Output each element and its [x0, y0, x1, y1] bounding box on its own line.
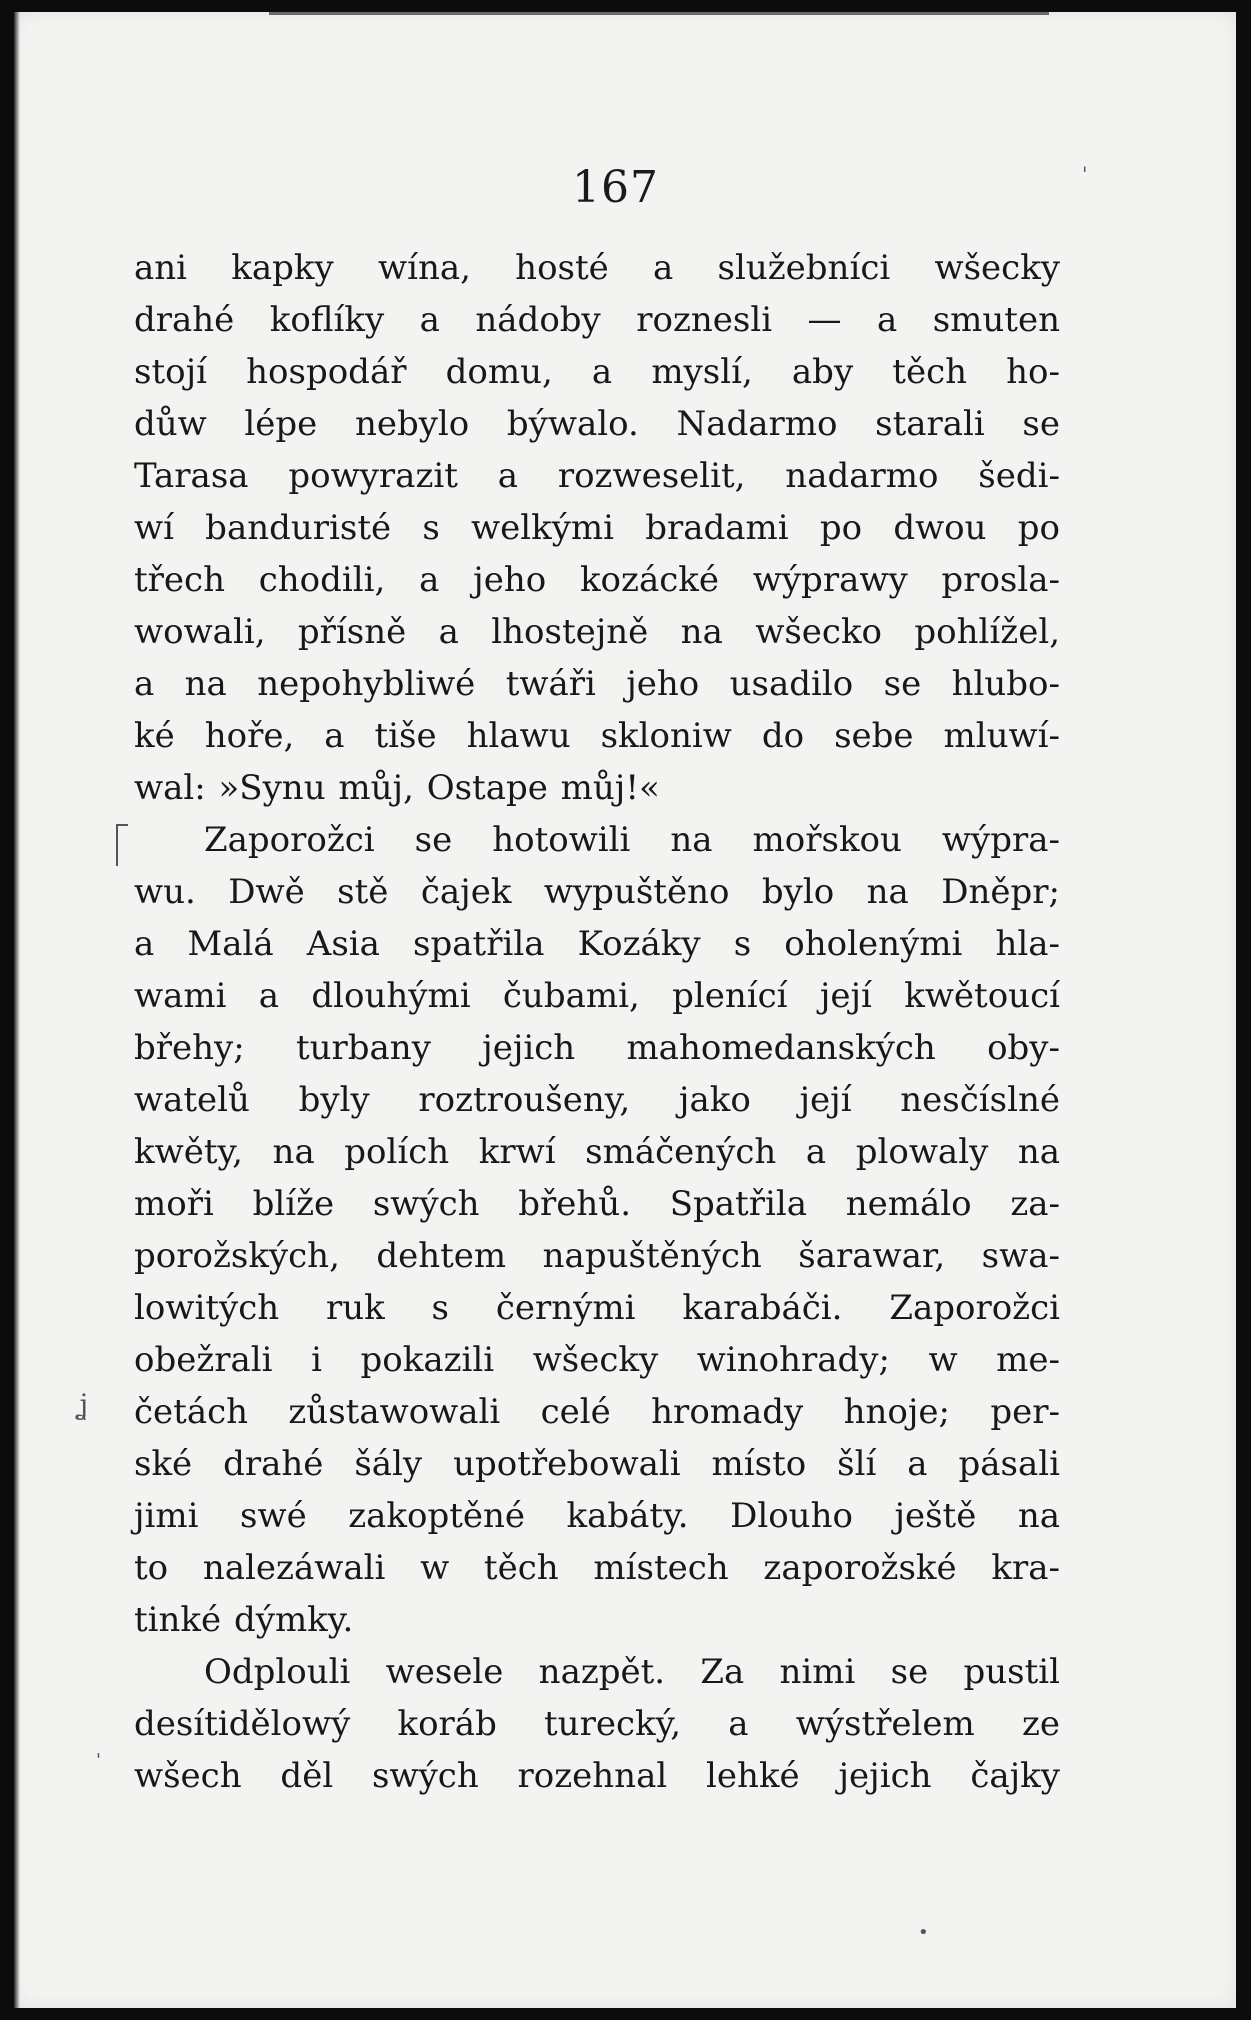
text-line: ké hoře, a tiše hlawu skloniw do sebe mluwí- — [134, 716, 1060, 756]
text-line: wal: »Synu můj, Ostape můj!« — [134, 768, 660, 808]
text-line: jimi swé zakoptěné kabáty. Dlouho ještě na — [134, 1496, 1060, 1536]
text-line: wu. Dwě stě čajek wypuštěno bylo na Dněpr; — [134, 872, 1060, 912]
text-line: ani kapky wína, hosté a služebníci wšecky — [134, 248, 1060, 288]
speck-mark: • — [918, 1922, 929, 1943]
page-number: 167 — [572, 162, 659, 213]
text-line: obežrali i pokazili wšecky winohrady; w me- — [134, 1340, 1060, 1380]
book-page — [14, 12, 1236, 2008]
text-line: třech chodili, a jeho kozácké wýprawy prosla- — [134, 560, 1060, 600]
top-edge-rule — [269, 12, 1049, 15]
text-line: tinké dýmky. — [134, 1600, 354, 1640]
text-line: stojí hospodář domu, a myslí, aby těch ho- — [134, 352, 1060, 392]
text-line: a na nepohybliwé twáři jeho usadilo se hlubo- — [134, 664, 1060, 704]
text-line: kwěty, na polích krwí smáčených a plowaly na — [134, 1132, 1060, 1172]
speck-mark: ' — [96, 1750, 101, 1771]
text-line: a Malá Asia spatřila Kozáky s oholenými hla- — [134, 924, 1060, 964]
text-line: břehy; turbany jejich mahomedanských oby- — [134, 1028, 1060, 1068]
text-line: důw lépe nebylo býwalo. Nadarmo starali se — [134, 404, 1060, 444]
text-line: watelů byly roztroušeny, jako její nesčíslné — [134, 1080, 1060, 1120]
text-line: desítidělowý koráb turecký, a wýstřelem ze — [134, 1704, 1060, 1744]
text-line: Odplouli wesele nazpět. Za nimi se pustil — [204, 1652, 1060, 1692]
text-line: porožských, dehtem napuštěných šarawar, swa- — [134, 1236, 1060, 1276]
text-line: lowitých ruk s černými karabáči. Zaporožci — [134, 1288, 1060, 1328]
text-line: ské drahé šály upotřebowali místo šlí a pásali — [134, 1444, 1060, 1484]
speck-mark: ' — [1082, 162, 1088, 186]
text-line: Tarasa powyrazit a rozweselit, nadarmo šedi- — [134, 456, 1060, 496]
text-line: wí banduristé s welkými bradami po dwou po — [134, 508, 1060, 548]
text-line: wami a dlouhými čubami, plenící její kwětoucí — [134, 976, 1060, 1016]
text-line: moři blíže swých břehů. Spatřila nemálo za- — [134, 1184, 1060, 1224]
body-text — [134, 242, 1060, 1802]
text-line: drahé koflíky a nádoby roznesli — a smuten — [134, 300, 1060, 340]
page-binding-shadow — [14, 12, 20, 2008]
text-line: wowali, přísně a lhostejně na wšecko pohlížel, — [134, 612, 1060, 652]
text-line: četách zůstawowali celé hromady hnoje; per- — [134, 1392, 1060, 1432]
margin-pencil-mark: ʝ — [78, 1388, 89, 1421]
text-line: Zaporožci se hotowili na mořskou wýpra- — [204, 820, 1060, 860]
text-line: to nalezáwali w těch místech zaporožské kra- — [134, 1548, 1060, 1588]
margin-bracket-mark — [116, 824, 128, 866]
text-line: wšech děl swých rozehnal lehké jejich čajky — [134, 1756, 1060, 1796]
